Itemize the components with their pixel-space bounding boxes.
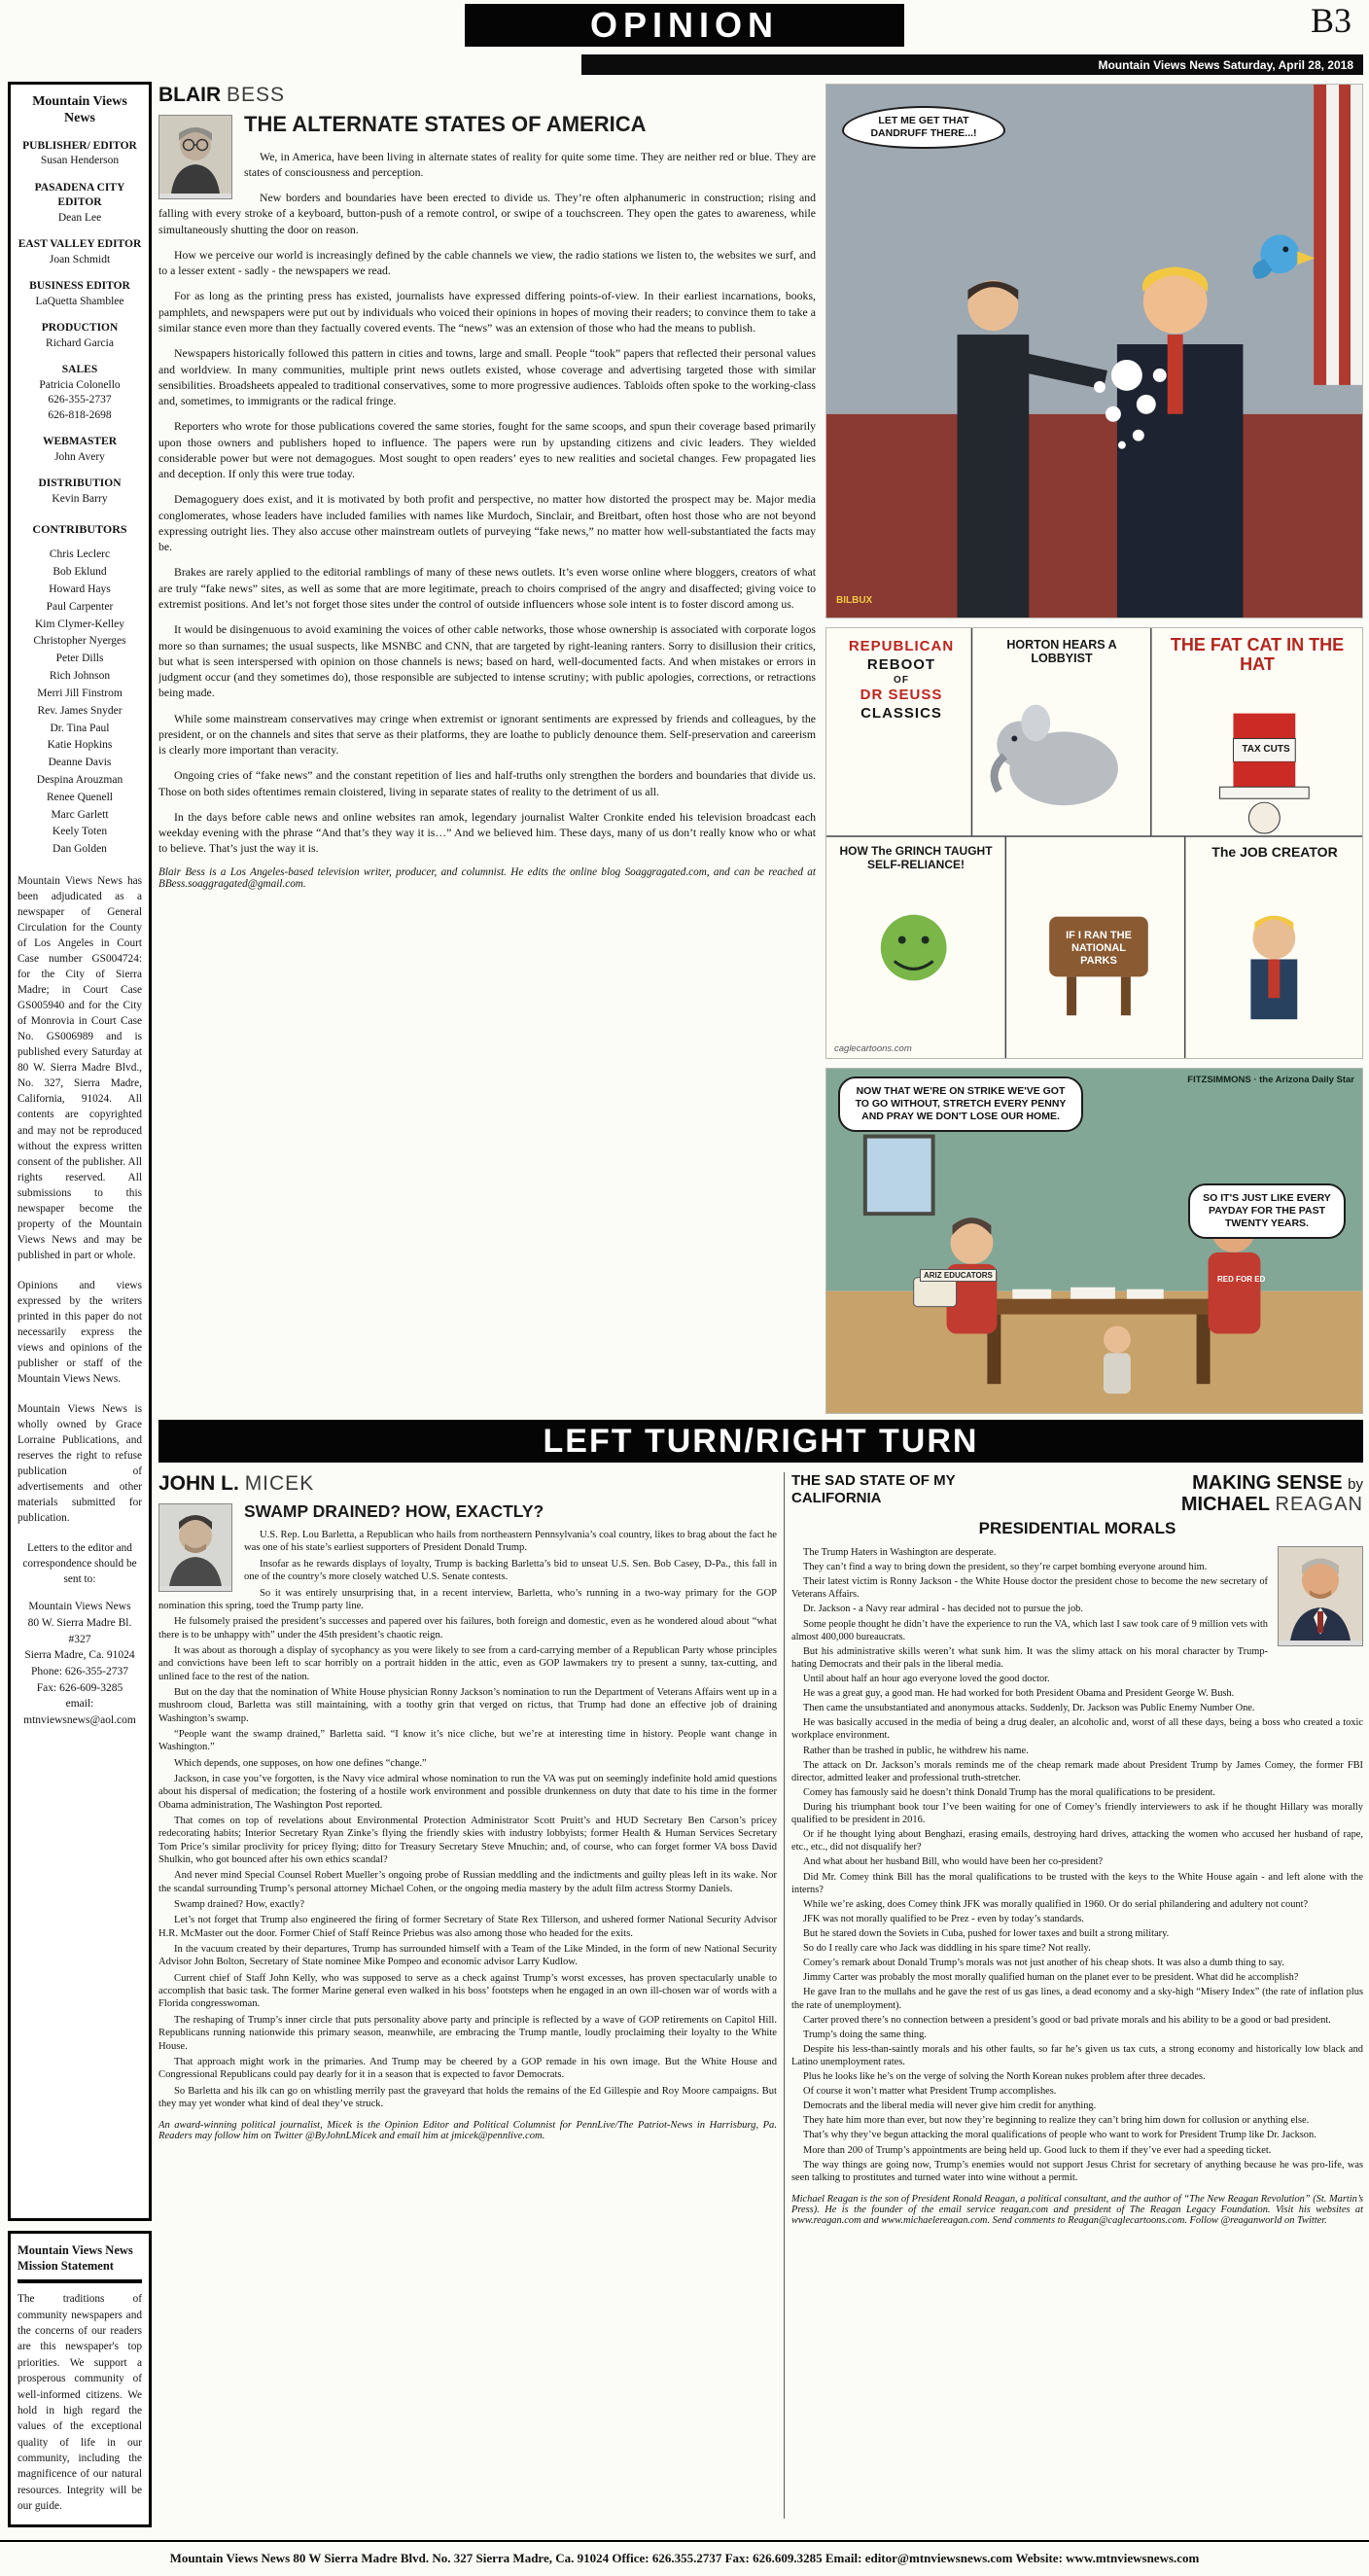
text-line: Paul Carpenter	[46, 600, 114, 613]
paragraph: Insofar as he rewards displays of loyalty, Trump is backing Barletta’s bid to unseat U.S. Sen. Bob Casey, D-Pa., this fall in one of the country’s more closely watched U.S. Senate contests.	[244, 1558, 777, 1583]
staff-entry	[18, 237, 142, 267]
date-bar: Mountain Views News Saturday, April 28, 2018	[581, 54, 1363, 75]
paragraph: It was about as thorough a display of sycophancy as you were likely to see from a card-carrying member of a Republican Party whose principles and convictions have been left to scar horribly on a portrait hidden in the attic, even as GOP lawmakers try to present a sunny, tax-cutting, and unlined face to the rest of the nation.	[158, 1644, 777, 1682]
paragraph: During his triumphant book tour I’ve been waiting for one of Comey’s friendly interviewers to ask if he thought Hillary was morally qualified to be president in 2016.	[791, 1801, 1363, 1826]
paragraph: Then came the unsubstantiated and anonymous attacks. Suddenly, Dr. Jackson was Public Enemy Number One.	[803, 1703, 1255, 1714]
staff-role: EAST VALLEY EDITOR	[18, 238, 142, 251]
michael-reagan-photo	[1278, 1546, 1363, 1646]
speech-bubble: NOW THAT WE'RE ON STRIKE WE'VE GOT TO GO WITHOUT, STRETCH EVERY PENNY AND PRAY WE DON'T LOSE OUR HOME.	[838, 1076, 1083, 1132]
paragraph: And never mind Special Counsel Robert Mueller’s ongoing probe of Russian meddling and the indictments and guilty pleas left in its wake. Nor the scandal surrounding Trump’s personal attorney Michael Cohen, or the ongoing media mastery by the adult film actress Stormy Daniels.	[158, 1870, 777, 1894]
text-line: Chris Leclerc	[49, 548, 111, 561]
text-line: Kim Clymer-Kelley	[34, 618, 125, 630]
making-sense-by: by	[1348, 1476, 1363, 1493]
staff-name: 626-355-2737	[48, 394, 112, 406]
paragraph: They hate him more than ever, but now they’re beginning to realize they can’t bring him down for collusion or anything else.	[803, 2115, 1310, 2127]
staff-entry	[18, 435, 142, 465]
paragraph: So Barletta and his ilk can go on whistling merrily past the graveyard that holds the remains of the Ed Gillespie and Roy Moore campaigns. But they may yet wonder what kind of deal they’ve struck.	[158, 2085, 777, 2109]
staff-name: Patricia Colonello	[39, 378, 121, 391]
text-line: Rev. James Snyder	[37, 704, 123, 717]
micek-column	[158, 1472, 777, 2534]
paragraph: Jackson, in case you’ve forgotten, is the Navy vice admiral whose nomination to run the VA was put on seemingly indefinite hold amid questions about his dispersal of medication; the fostering of a hostile work environment and possible drunkenness on duty that date to his time in the former Obama administration, The Washington Post reported.	[158, 1773, 777, 1811]
bess-bio: Blair Bess is a Los Angeles-based television writer, producer, and columnist. He edits the online blog Soaggragated.com, and can be reached at BBess.soaggragated@gmail.com.	[158, 865, 816, 890]
text-line: Renee Quenell	[46, 791, 113, 803]
staff-name: Susan Henderson	[40, 155, 120, 167]
text-line: Howard Hays	[49, 583, 111, 596]
adjudication-notice: Mountain Views News has been adjudicated as a newspaper of General Circulation for the County of Los Angeles in Court Case number GS004724: for the City of Sierra Madre; in Court Case GS005940 and for the City of Monrovia in Court Case No. GS006989 and is published every Saturday at 80 W. Sierra Madre Blvd., No. 327, Sierra Madre, California, 91024. All contents are copyrighted and may not be reproduced without the express written consent of the publisher. All rights reserved. All submissions to this newspaper become the property of the Mountain Views News and may be published in part or whole.	[18, 875, 142, 1261]
paragraph: Current chief of Staff John Kelly, who was supposed to serve as a check against Trump’s worst excesses, has proven spectacularly unable to accomplish that basic task. The former Marine general even walked in his boss’ footsteps when he engaged in an own ill-chosen war of words with a Florida congresswoman.	[158, 1972, 777, 2010]
paragraph: Jimmy Carter was probably the most morally qualified human on the planet ever to be president. What did he accomplish?	[803, 1972, 1299, 1984]
paragraph: They can’t find a way to bring down the president, so they’re carpet bombing everyone around him.	[803, 1562, 1208, 1573]
text-line: Marc Garlett	[51, 808, 109, 821]
blair-bess-portrait	[159, 116, 231, 194]
contributors-list	[18, 547, 142, 859]
staff-entry	[18, 321, 142, 351]
text-line: email:	[65, 1698, 94, 1711]
paragraph: Democrats and the liberal media will never give him credit for anything.	[803, 2100, 1097, 2112]
seuss-panel-fatcat: THE FAT CAT IN THE HAT	[1170, 635, 1345, 674]
paragraph: Which depends, one supposes, on how one defines “change.”	[174, 1757, 427, 1769]
text-line: Christopher Nyerges	[33, 635, 126, 648]
paragraph: But he stared down the Soviets in Cuba, pushed for lower taxes and built a strong military.	[803, 1927, 1170, 1939]
byline-last: MICEK	[244, 1472, 315, 1495]
divider	[18, 2279, 142, 2283]
staff-name: LaQuetta Shamblee	[35, 295, 124, 307]
column-divider	[784, 1472, 785, 2519]
staff-name: Dean Lee	[57, 211, 102, 224]
micek-bio: An award-winning political journalist, Micek is the Opinion Editor and Political Columnist for PennLive/The Patriot-News in Harrisburg, Pa. Readers may follow him on Twitter @ByJohnLMicek and email him at jmicek@pennlive.com.	[158, 2120, 777, 2142]
paragraph: He gave Iran to the mullahs and he gave the rest of us gas lines, a dead economy and a sky-high “Misery Index” (the rate of inflation plus the rate of unemployment).	[791, 1987, 1363, 2011]
paragraph: Their latest victim is Ronny Jackson - the White House doctor the president chose to become the new secretary of Veterans Affairs.	[791, 1576, 1268, 1601]
text-line: mtnviewsnews@aol.com	[23, 1714, 136, 1727]
masthead-sidebar	[8, 82, 152, 2527]
reagan-body-wrap	[791, 1546, 1363, 2226]
paragraph: Despite his less-than-saintly morals and his other faults, so far he’s given us tax cuts, a strong economy and historically low black and Latino unemployment rates.	[791, 2043, 1363, 2067]
text-line: Mountain Views News	[28, 1601, 131, 1613]
paragraph: The reshaping of Trump’s inner circle that puts personality above party and principle is reflected by a wave of GOP retirements on Capitol Hill. Republicans running nationwide this primary season, meanwhile, are embracing the Trump mantle, loudly proclaiming their loyalty to the White House.	[158, 2014, 777, 2052]
left-turn-right-turn-banner: LEFT TURN/RIGHT TURN	[158, 1420, 1363, 1463]
cartoon-dandruff	[825, 84, 1363, 618]
reagan-headline: PRESIDENTIAL MORALS	[978, 1519, 1176, 1537]
text-line: REBOOT	[866, 655, 936, 673]
paragraph: But his administrative skills weren’t what sunk him. It was the slimy attack on his moral character by Trump-hating Democrats and their pals in the liberal media.	[791, 1645, 1268, 1670]
paragraph: Plus he looks like he’s on the verge of solving the North Korean nukes problem after three decades.	[803, 2071, 1206, 2083]
bess-headline: THE ALTERNATE STATES OF AMERICA	[244, 112, 647, 136]
masthead-box	[8, 82, 152, 2221]
paragraph: More than 200 of Trump’s appointments are being held up. Good luck to them if they’ve ever had a speeding ticket.	[803, 2144, 1272, 2156]
paragraph: And what about her husband Bill, who would have been her co-president?	[803, 1856, 1104, 1868]
staff-entry	[18, 139, 142, 169]
section-banner: OPINION	[465, 4, 904, 47]
speech-bubble: LET ME GET THAT DANDRUFF THERE...!	[842, 106, 1005, 149]
letters-note: Letters to the editor and correspondence should be sent to:	[22, 1542, 137, 1586]
editorial-cartoons	[825, 84, 1363, 1423]
paragraph: Of course it won’t matter what President Trump accomplishes.	[803, 2086, 1057, 2098]
staff-entry	[18, 279, 142, 309]
paragraph: “People want the swamp drained,” Barletta said. “I know it’s nice cliche, but we’re at interesting time in history. People want change in Washington.”	[158, 1728, 777, 1753]
text-line: Dan Golden	[53, 843, 107, 856]
speech-bubble: SO IT'S JUST LIKE EVERY PAYDAY FOR THE PAST TWENTY YEARS.	[1188, 1183, 1346, 1239]
paragraph: He fulsomely praised the president’s successes and papered over his failures, both foreign and domestic, even as he wondered aloud about “what there is to be unhappy with” under the 45th president’s chaotic reign.	[158, 1616, 777, 1641]
making-sense-line1	[1181, 1472, 1363, 1494]
cartoon-credit: BILBUX	[836, 595, 873, 606]
bess-byline	[158, 84, 816, 107]
staff-role: SALES	[61, 364, 98, 376]
bess-column	[158, 84, 816, 1414]
paragraph: Brakes are rarely applied to the editorial ramblings of many of these news outlets. It’s even worse online where bloggers, creators of what are truly “fake news” sites, as well as some that are more legitimate, preach to choirs comprised of the angry and disaffected; giving voice to extremist positions. And let’s not forget those sites under the control of outside influencers whose sole intent is to foster discord among us.	[158, 565, 816, 611]
reagan-column	[791, 1472, 1363, 2534]
cartoon-seuss-reboot	[825, 627, 1363, 1059]
paragraph: So it was entirely unsurprising that, in a recent interview, Barletta, who’s running in a two-way primary for the GOP nomination this spring, toed the Trump party line.	[158, 1587, 777, 1611]
paragraph: The Trump Haters in Washington are desperate.	[803, 1547, 997, 1558]
text-line: Merri Jill Finstrom	[37, 687, 123, 699]
staff-role: DISTRIBUTION	[38, 477, 122, 490]
paragraph: Swamp drained? How, exactly?	[174, 1899, 305, 1911]
paragraph: The way things are going now, Trump’s enemies would not support Jesus Christ for secretary of anything because he was pro-life, was seen talking to prostitutes and turned water into wine without a permit.	[791, 2159, 1363, 2183]
staff-name: Joan Schmidt	[49, 253, 111, 265]
mission-statement-box	[8, 2231, 152, 2527]
staff-name: Kevin Barry	[52, 492, 108, 505]
john-micek-photo	[158, 1503, 232, 1592]
micek-byline	[158, 1472, 777, 1496]
sad-state-heading: THE SAD STATE OF MY CALIFORNIA	[791, 1472, 956, 1506]
text-line: Bob Eklund	[53, 566, 107, 579]
cartoon-credit: FITZSIMMONS · the Arizona Daily Star	[1187, 1075, 1354, 1085]
staff-entry	[18, 476, 142, 507]
making-sense-label: MAKING SENSE	[1192, 1472, 1343, 1494]
reagan-header	[791, 1472, 1363, 1515]
mission-title-line1: Mountain Views News	[18, 2243, 133, 2257]
text-line: Fax: 626-609-3285	[36, 1681, 123, 1694]
text-line: 80 W. Sierra Madre Bl. #327	[27, 1617, 132, 1645]
paragraph: It would be disingenuous to avoid examining the voices of other cable networks, those whose ownership is associated with corporate logos more so than surnames; the usual suspects, like MSNBC and CNN, that are targeted by right-leaning ranters. Sorry to disillusion their critics, but what is seen interspersed with opinion on those channels is news; based on hard, well-documented facts. And when mistakes or errors in judgment occur (and they sometimes do), those responsible are subjected to intense scrutiny; with public apologies, corrections, or retractions being made.	[158, 622, 816, 700]
paragraph: In the vacuum created by their departures, Trump has surrounded himself with a Team of the Like Minded, in the form of new National Security Advisor John Bolton, Secretary of State nominee Mike Pompeo and economic advisor Larry Kudlow.	[158, 1944, 777, 1968]
text-line: Rich Johnson	[49, 670, 111, 683]
paragraph: Demagoguery does exist, and it is motivated by both profit and perspective, no matter how distorted the prospect may be. Major media conglomerates, whose leaders have included families with names like Murdoch, Sinclair, and Breitbart, often host those who are not beyond expressing outright lies. They also accuse other mainstream outlets of purveying “fake news,” no matter how well-substantiated the facts may be.	[158, 492, 816, 554]
paragraph: Trump’s doing the same thing.	[803, 2029, 927, 2040]
text-line: Peter Dills	[55, 653, 104, 665]
paragraph: How we perceive our world is increasingly defined by the cable channels we view, the radio stations we listen to, the websites we surf, and to a lesser extent - sadly - the newspapers we read.	[158, 247, 816, 278]
author-last: REAGAN	[1275, 1494, 1363, 1515]
text-line: Despina Arouzman	[36, 773, 123, 786]
blair-bess-photo	[158, 115, 232, 199]
paragraph: So do I really care who Jack was diddling in his spare time? Not really.	[803, 1943, 1091, 1955]
staff-role: WEBMASTER	[42, 436, 118, 448]
page-footer: Mountain Views News 80 W Sierra Madre Blvd. No. 327 Sierra Madre, Ca. 91024 Office: 626.355.2737 Fax: 626.609.3285 Email: editor@mtnviewsnews.com Website: www.mtnviewsnews.com	[0, 2540, 1369, 2566]
seuss-panel-parks: IF I RAN THE NATIONAL PARKS	[1066, 930, 1132, 968]
text-line: Dr. Tina Paul	[50, 722, 110, 734]
john-micek-portrait	[159, 1504, 231, 1586]
making-sense-heading	[1181, 1472, 1363, 1515]
staff-role: PASADENA CITY EDITOR	[34, 181, 125, 209]
staff-list	[18, 139, 142, 508]
paragraph: While some mainstream conservatives may cringe when extremist or ignorant sentiments are expressed by friends and colleagues, by the president, or on the channels and sites that serve as their platforms, they are loathe to publicly denounce them. Self-preservation and careerism is clearly more important than veracity.	[158, 711, 816, 758]
text-line: OF	[894, 674, 909, 686]
text-line: Deanne Davis	[48, 757, 112, 769]
paragraph: Let’s not forget that Trump also engineered the firing of former Secretary of State Rex Tillerson, and ushered former National Security Advisor H.R. McMaster out the door. Former Chief of Staff Reince Priebus was also among those who headed for the exits.	[158, 1915, 777, 1939]
paragraph: Newspapers historically followed this pattern in cities and towns, large and small. People “took” papers that reflected their personal values and worldview. In many communities, multiple print news outlets existed, whose coverage and advertising targeted those with similar sensibilities. Broadsheets appealed to traditional conservatives, some to more progressive audiences. Tabloids often spoke to the working-class and, sometimes, to immigrants or the radical fringe.	[158, 346, 816, 408]
opinions-disclaimer: Opinions and views expressed by the writers printed in this paper do not necessarily express the views and opinions of the publisher or staff of the Mountain Views News.	[18, 1279, 142, 1385]
staff-name: Richard Garcia	[46, 336, 114, 349]
seuss-panel-job: The JOB CREATOR	[1211, 844, 1338, 860]
paragraph: Some people thought he didn’t have the experience to run the VA, which last I saw took care of 9 million vets with almost 400,000 bureaucrats.	[791, 1618, 1268, 1642]
byline-first: BLAIR	[158, 84, 222, 106]
paragraph: That comes on top of revelations about Environmental Protection Administrator Scott Pruitt’s and HUD Secretary Ben Carson’s pricey redecorating habits; Interior Secretary Ryan Zinke’s flying the friendly skies with industry lobbyists; former Health & Human Services Secretary Tom Price’s similar proclivity for pricey flying; ditto for Treasury Secretary Steve Mnuchin; and, of course, who can forget former VA boss David Shulkin, who got bounced after his own ethics scandal?	[158, 1816, 777, 1866]
strike-shirt-label: RED FOR ED	[1217, 1275, 1266, 1284]
paragraph: Carter proved there’s no connection between a president’s good or bad private morals and his ability to be a good or bad president.	[803, 2014, 1331, 2026]
paragraph: But on the day that the nomination of White House physician Ronny Jackson’s nomination to run the Department of Veterans Affairs went up in a mushroom cloud, Barletta was still maintaining, with a toothy grin that verged on rictus, that Trump had done an effective job of draining Washington’s swamp.	[158, 1686, 777, 1724]
paragraph: Reporters who wrote for those publications covered the same stories, fought for the same scoops, and spun their coverage based primarily upon those owners and publishers hoped to influence. The papers were run by upstanding citizens and civic leaders. They wielded considerable power but were not demagogues. Most sought to open readers’ eyes to new realities and societal changes. Few propagated lies and deception. If only this were true today.	[158, 419, 816, 481]
staff-role: PUBLISHER/ EDITOR	[22, 139, 137, 152]
paragraph: That approach might work in the primaries. And Trump may be cheered by a GOP remade in his own image. But the White House and Congressional Republicans could pay dearly for it in a season that is expected to favor Democrats.	[158, 2056, 777, 2081]
cartoon-credit: caglecartoons.com	[834, 1043, 912, 1054]
cartoon-teacher-strike	[825, 1068, 1363, 1414]
seuss-panel-horton: HORTON HEARS A LOBBYIST	[1006, 638, 1117, 665]
staff-entry	[18, 181, 142, 227]
page-number: B3	[1310, 1, 1351, 40]
text-line: Keely Toten	[52, 826, 108, 838]
seuss-title	[834, 638, 968, 723]
paragraph: U.S. Rep. Lou Barletta, a Republican who hails from northeastern Pennsylvania’s coal country, likes to brag about the fact he was one of his state’s earliest supporters of President Donald Trump.	[244, 1530, 777, 1554]
paragraph: New borders and boundaries have been erected to divide us. They’re often alphanumeric in construction; rising and falling with every stroke of a keyboard, button-push of a remote control, or swipe of a touchscreen. They open the gates to awareness, while simultaneously shutting the door on reason.	[158, 191, 816, 236]
paragraph: He was a great guy, a good man. He had worked for both President Obama and President George W. Bush.	[803, 1688, 1235, 1700]
paragraph: For as long as the printing press has existed, journalists have expressed differing points-of-view. In their earliest incarnations, books, pamphlets, and newspapers were put out by individuals who voiced their opinions in hopes of moving their readers; to convince them to take a similar stance even more than they factually covered events. The “news” was an extension of those who had the means to publish.	[158, 289, 816, 335]
paragraph: Rather than be trashed in public, he withdrew his name.	[803, 1745, 1029, 1756]
micek-body	[158, 1529, 777, 2110]
strike-sign: ARIZ EDUCATORS	[920, 1269, 997, 1282]
paragraph: Comey’s remark about Donald Trump’s morals was not just another of his cheap shots. It was also a dumb thing to say.	[803, 1958, 1284, 1969]
making-sense-line2	[1181, 1494, 1363, 1515]
address-block	[18, 1599, 142, 1728]
staff-name: 626-818-2698	[48, 408, 112, 421]
mission-text: The traditions of community newspapers and the concerns of our readers are this newspaper's top priorities. We support a prosperous community of well-informed citizens. We hold in high regard the values of the exceptional quality of life in our community, including the magnificence of our natural resources. Integrity will be our guide.	[18, 2293, 142, 2513]
paragraph: That’s why they’ve begun attacking the moral qualifications of people who want to work for President Trump like Dr. Jackson.	[803, 2130, 1316, 2141]
paragraph: Or if he thought lying about Benghazi, erasing emails, destroying hard drives, attacking the women who accused her husband of rape, etc., etc., did not disqualify her?	[791, 1829, 1363, 1853]
text-line: Sierra Madre, Ca. 91024	[24, 1649, 135, 1662]
staff-role: PRODUCTION	[41, 322, 119, 335]
staff-role: BUSINESS EDITOR	[29, 280, 130, 293]
seuss-panel-grinch: HOW The GRINCH TAUGHT SELF-RELIANCE!	[839, 844, 993, 871]
author-first: MICHAEL	[1180, 1494, 1270, 1515]
micek-headline: SWAMP DRAINED? HOW, EXACTLY?	[244, 1501, 544, 1521]
staff-entry	[18, 363, 142, 423]
paragraph: Comey has famously said he doesn’t think Donald Trump has the moral qualifications to be president.	[803, 1786, 1216, 1798]
staff-name: John Avery	[54, 450, 105, 463]
byline-first: JOHN L.	[158, 1472, 239, 1495]
paragraph: The attack on Dr. Jackson’s morals reminds me of the cheap remark made about President Trump by James Comey, the former FBI director, admitted leaker and professional truth-stretcher.	[791, 1759, 1363, 1783]
seuss-hat-label: TAX CUTS	[1242, 744, 1290, 755]
paragraph: Until about half an hour ago everyone loved the good doctor.	[803, 1673, 1050, 1684]
text-line: Phone: 626-355-2737	[31, 1666, 128, 1678]
paragraph: We, in America, have been living in alternate states of reality for quite some time. They are neither red or blue. They are states of consciousness and perception.	[244, 149, 816, 179]
michael-reagan-portrait	[1279, 1547, 1362, 1641]
paragraph: Did Mr. Comey think Bill has the moral qualifications to be trusted with the keys to the White House again - and left alone with the interns?	[791, 1871, 1363, 1895]
cartoon-dandruff-art	[826, 85, 1362, 618]
text-line: Katie Hopkins	[47, 739, 113, 752]
paragraph: Dr. Jackson - a Navy rear admiral - has decided not to pursue the job.	[803, 1604, 1083, 1615]
paragraph: JFK was not morally qualified to be Prez - even by today’s standards.	[803, 1913, 1084, 1924]
masthead-title: Mountain Views News	[32, 94, 127, 125]
text-line: DR SEUSS	[860, 687, 943, 703]
paragraph: Ongoing cries of “fake news” and the constant repetition of lies and half-truths only strengthen the borders and boundaries that divide us. Those on both sides oftentimes remain cloistered, living in separate states of reality to the detriment of us all.	[158, 768, 816, 798]
paragraph: While we’re asking, does Comey think JFK was morally qualified in 1960. Or do serial philandering and adultery not count?	[803, 1898, 1309, 1910]
contributors-heading: CONTRIBUTORS	[32, 522, 127, 537]
text-line: CLASSICS	[860, 704, 942, 722]
byline-last: BESS	[227, 84, 286, 106]
mission-title-line2: Mission Statement	[18, 2258, 114, 2273]
paragraph: In the days before cable news and online websites ran amok, legendary journalist Walter Cronkite ended his television broadcast each weekday evening with the phrase “And that’s they way it is…” And we believed him. These days, many of us don’t really know who or what to believe. That’s just the way it is.	[158, 809, 816, 856]
bess-body	[158, 149, 816, 857]
text-line: REPUBLICAN	[848, 638, 955, 654]
reagan-bio: Michael Reagan is the son of President Ronald Reagan, a political consultant, and the author of “The New Reagan Revolution” (St. Martin’s Press). He is the founder of the email service reagan.com and president of The Reagan Legacy Foundation. Visit his websites at www.reagan.com and www.michaelereagan.com. Send comments to Reagan@caglecartoons.com. Follow @reaganworld on Twitter.	[791, 2193, 1363, 2226]
ownership-notice: Mountain Views News is wholly owned by Grace Lorraine Publications, and reserves the right to refuse publication of advertisements and other materials submitted for publication.	[18, 1403, 142, 1525]
paragraph: He was basically accused in the media of being a drug dealer, an alcoholic and, worst of all these days, being a boss who created a toxic workplace environment.	[791, 1717, 1363, 1742]
